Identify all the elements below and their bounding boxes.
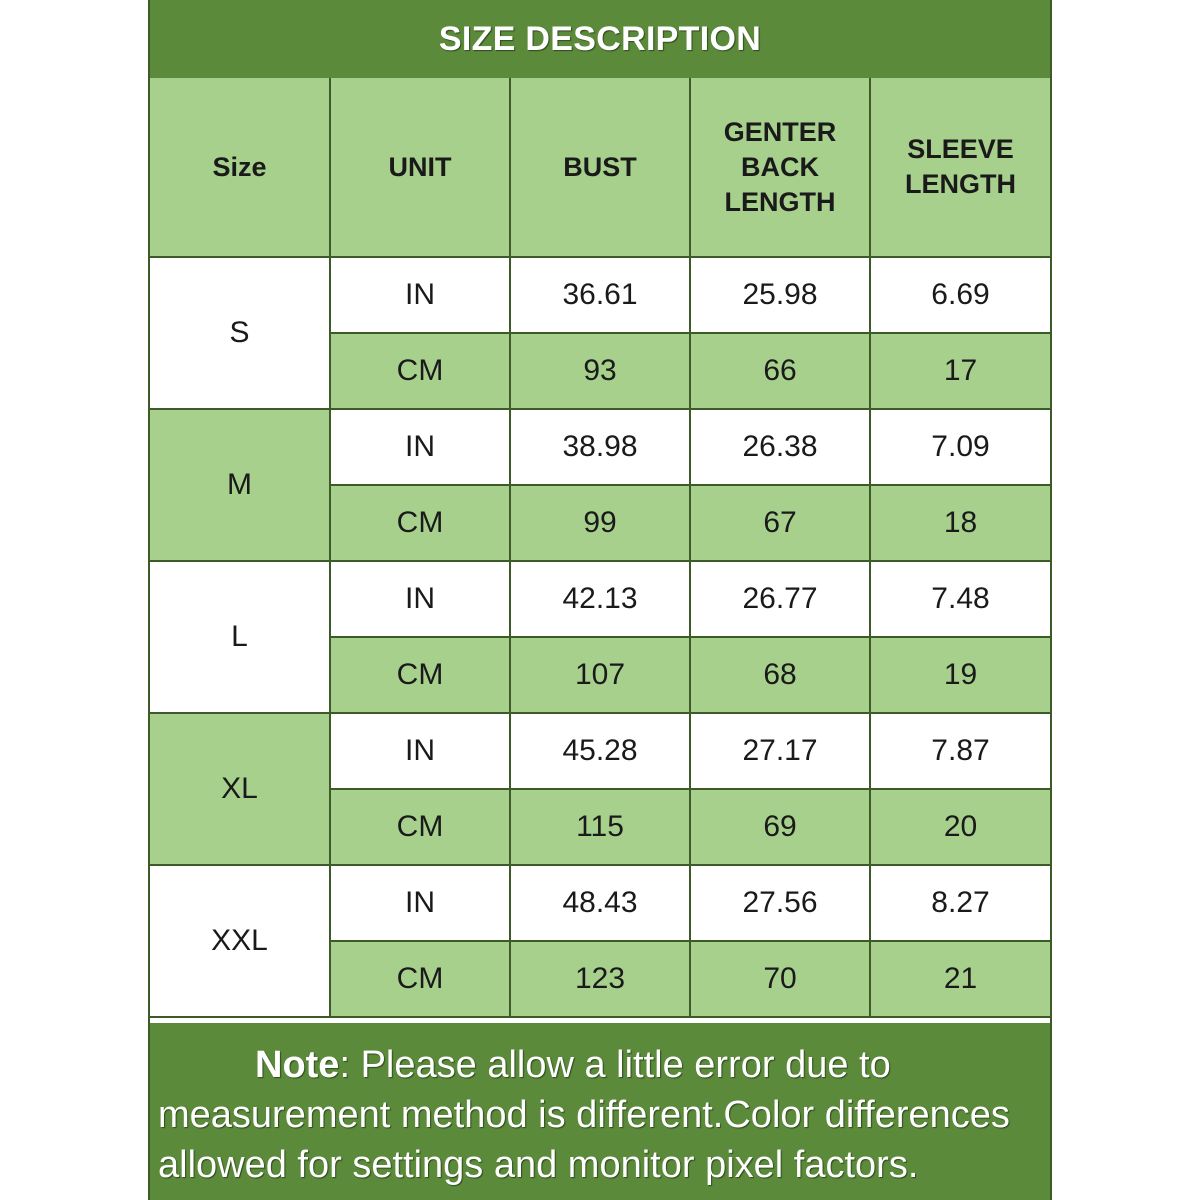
- header-row: [150, 78, 1050, 257]
- bust-cell: 93: [510, 333, 690, 409]
- bust-cell: 48.43: [510, 865, 690, 941]
- sleeve-length-cell: 7.87: [870, 713, 1050, 789]
- size-label: L: [150, 561, 330, 713]
- header-back-length-line: BACK: [741, 151, 819, 182]
- sleeve-length-cell: 19: [870, 637, 1050, 713]
- bust-cell: 42.13: [510, 561, 690, 637]
- header-size: Size: [150, 78, 330, 257]
- table-row: [150, 865, 1050, 941]
- bust-cell: 38.98: [510, 409, 690, 485]
- sleeve-length-cell: 8.27: [870, 865, 1050, 941]
- header-bust: BUST: [510, 78, 690, 257]
- table-row: [150, 561, 1050, 637]
- note-text: : Please allow a little error due to: [339, 1044, 891, 1086]
- bust-cell: 45.28: [510, 713, 690, 789]
- sleeve-length-cell: 21: [870, 941, 1050, 1017]
- unit-cell: CM: [330, 789, 510, 865]
- back-length-cell: 26.38: [690, 409, 870, 485]
- bust-cell: 123: [510, 941, 690, 1017]
- note-label: Note: [255, 1044, 340, 1086]
- sleeve-length-cell: 17: [870, 333, 1050, 409]
- table-row: [150, 257, 1050, 333]
- header-back-length: [690, 78, 870, 257]
- header-sleeve-length-line: SLEEVE: [907, 134, 1014, 164]
- back-length-cell: 27.17: [690, 713, 870, 789]
- back-length-cell: 26.77: [690, 561, 870, 637]
- back-length-cell: 70: [690, 941, 870, 1017]
- chart-title: SIZE DESCRIPTION: [150, 0, 1050, 78]
- header-unit: UNIT: [330, 78, 510, 257]
- note-line: allowed for settings and monitor pixel factors.: [158, 1144, 919, 1186]
- bust-cell: 115: [510, 789, 690, 865]
- unit-cell: CM: [330, 941, 510, 1017]
- header-back-length-line: LENGTH: [724, 186, 836, 217]
- unit-cell: IN: [330, 409, 510, 485]
- sleeve-length-cell: 7.09: [870, 409, 1050, 485]
- size-label: XL: [150, 713, 330, 865]
- back-length-cell: 25.98: [690, 257, 870, 333]
- back-length-cell: 66: [690, 333, 870, 409]
- unit-cell: IN: [330, 865, 510, 941]
- unit-cell: IN: [330, 561, 510, 637]
- back-length-cell: 68: [690, 637, 870, 713]
- back-length-cell: 69: [690, 789, 870, 865]
- size-chart: [148, 0, 1052, 1200]
- unit-cell: IN: [330, 257, 510, 333]
- size-label: XXL: [150, 865, 330, 1017]
- note-line: measurement method is different.Color differences: [158, 1094, 1010, 1136]
- sleeve-length-cell: 6.69: [870, 257, 1050, 333]
- unit-cell: CM: [330, 637, 510, 713]
- size-table: [150, 78, 1050, 1018]
- bust-cell: 36.61: [510, 257, 690, 333]
- sleeve-length-cell: 20: [870, 789, 1050, 865]
- back-length-cell: 27.56: [690, 865, 870, 941]
- unit-cell: IN: [330, 713, 510, 789]
- size-label: S: [150, 257, 330, 409]
- note-box: [150, 1023, 1050, 1200]
- bust-cell: 107: [510, 637, 690, 713]
- back-length-cell: 67: [690, 485, 870, 561]
- sleeve-length-cell: 18: [870, 485, 1050, 561]
- bust-cell: 99: [510, 485, 690, 561]
- table-row: [150, 409, 1050, 485]
- table-row: [150, 713, 1050, 789]
- size-label: M: [150, 409, 330, 561]
- unit-cell: CM: [330, 333, 510, 409]
- note-line: [158, 1040, 1040, 1090]
- header-back-length-line: GENTER: [723, 116, 837, 147]
- sleeve-length-cell: 7.48: [870, 561, 1050, 637]
- header-sleeve-length-line: LENGTH: [905, 169, 1016, 199]
- header-sleeve-length: [870, 78, 1050, 257]
- unit-cell: CM: [330, 485, 510, 561]
